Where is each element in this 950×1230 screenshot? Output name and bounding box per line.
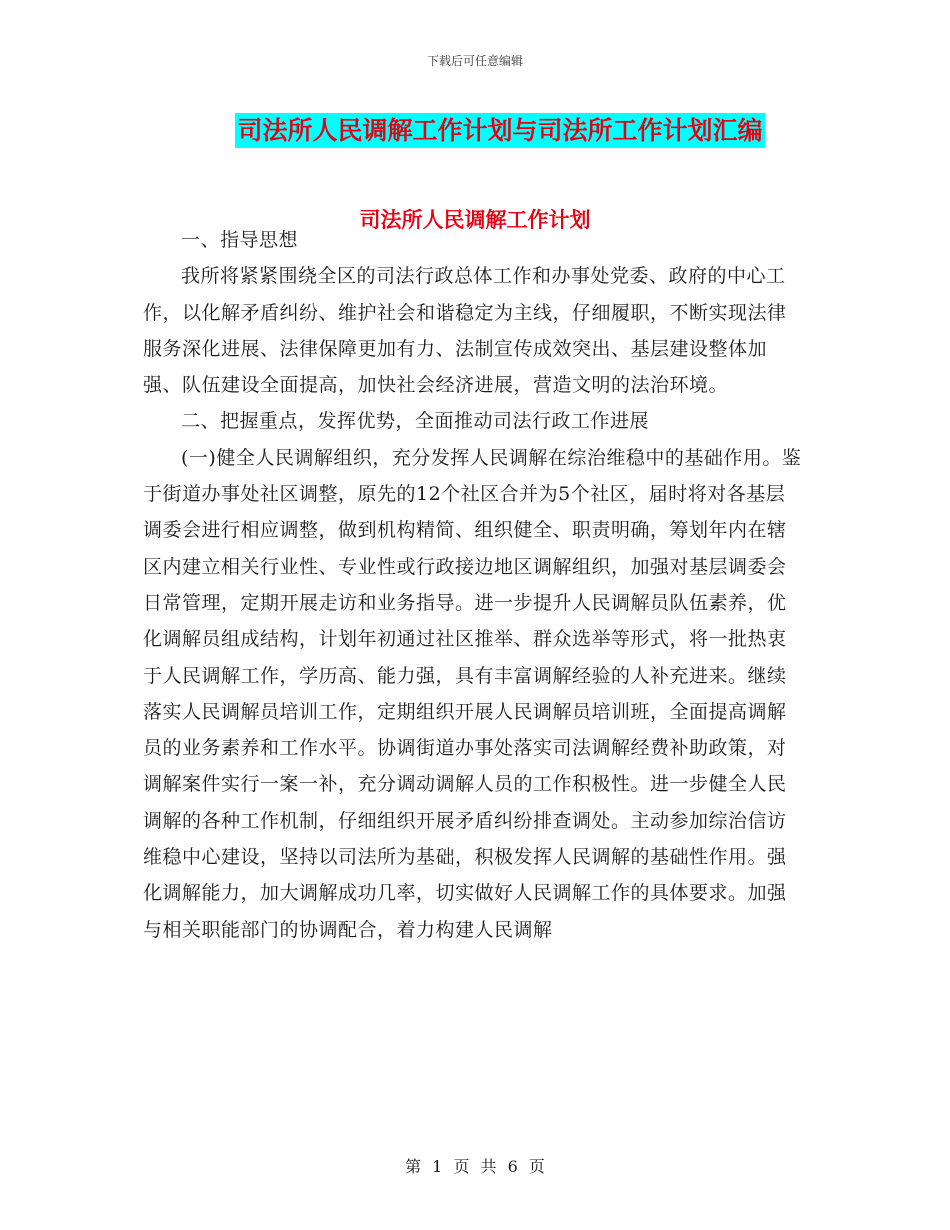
page-footer: 第 1 页 共 6 页 [405,1157,545,1176]
paragraph-guiding-ideology: 我所将紧紧围绕全区的司法行政总体工作和办事处党委、政府的中心工作，以化解矛盾纠纷、维护社会和谐稳定为主线，仔细履职，不断实现法律服务深化进展、法律保障更加有力、法制宣传成效突出、基层建设整体加强、队伍建设全面提高，加快社会经济进展，营造文明的法治环境。 [143,265,787,397]
heading-key-points: 二、把握重点，发挥优势，全面推动司法行政工作进展 [181,410,650,433]
paragraph-mediation-organization: (一)健全人民调解组织，充分发挥人民调解在综治维稳中的基础作用。鉴于街道办事处社区调整，原先的12个社区合并为5个社区，届时将对各基层调委会进行相应调整，做到机构精简、组织健全、职责明确，筹划年内在辖区内建立相关行业性、专业性或行政接边地区调解组织，加强对基层调委会日常管理，定期开展走访和业务指导。进一步提升人民调解员队伍素养，优化调解员组成结构，计划年初通过社区推举、群众选举等形式，将一批热衷于人民调解工作，学历高、能力强，具有丰富调解经验的人补充进来。继续落实人民调解员培训工作，定期组织开展人民调解员培训班，全面提高调解员的业务素养和工作水平。协调街道办事处落实司法调解经费补助政策，对调解案件实行一案一补，充分调动调解人员的工作积极性。进一步健全人民调解的各种工作机制，仔细组织开展矛盾纠纷排查调处。主动参加综治信访维稳中心建设，坚持以司法所为基础，积极发挥人民调解的基础性作用。强化调解能力，加大调解成功几率，切实做好人民调解工作的具体要求。加强与相关职能部门的协调配合，着力构建人民调解 [143,446,802,941]
document-body [143,222,803,948]
document-title-highlight: 司法所人民调解工作计划与司法所工作计划汇编 [235,113,764,148]
page-header-note: 下载后可任意编辑 [426,54,523,68]
heading-guiding-ideology: 一、指导思想 [181,229,299,251]
section-title: 司法所人民调解工作计划 [359,208,591,232]
document-title [0,111,950,147]
